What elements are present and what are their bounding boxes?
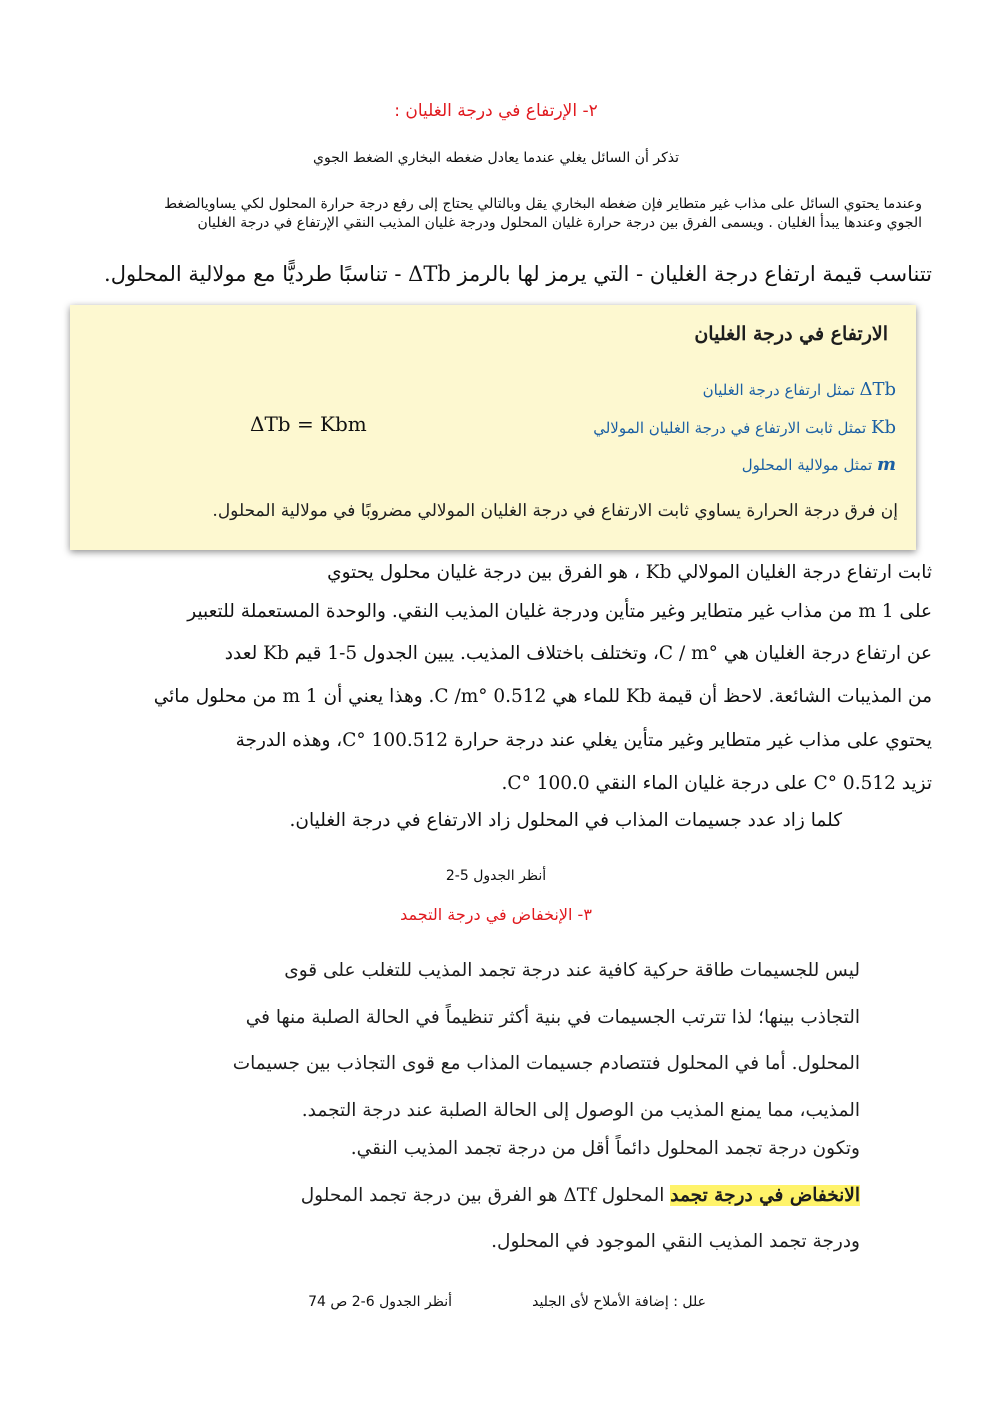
fp-line-5: وتكون درجة تجمد المحلول دائماً أقل من درجة تجمد المذيب النقي.	[350, 1138, 860, 1159]
molality-symbol: m	[876, 454, 896, 475]
box-title: الارتفاع في درجة الغليان	[694, 323, 888, 345]
molality-text: تمثل مولالية المحلول	[741, 456, 873, 474]
footer-reason: علل : إضافة الأملاح لأى الجليد	[532, 1294, 706, 1310]
definition-delta-tb	[703, 379, 896, 400]
kb-symbol: Kb	[871, 417, 896, 438]
recall-sentence: تذكر أن السائل يغلي عندما يعادل ضغطه البخاري الضغط الجوي	[313, 150, 679, 166]
intro-paragraph	[70, 195, 922, 233]
freezing-point-depression-term: الانخفاض في درجة تجمد	[670, 1185, 860, 1206]
delta-tb-symbol: ΔTb	[859, 379, 896, 400]
intro-line-1: وعندما يحتوي السائل على مذاب غير متطاير فإن ضغطه البخاري يقل وبالتالي يحتاج إلى رفع درجة حرارة المحلول لكي يساويالضغط	[164, 196, 922, 212]
freezing-point-excerpt	[125, 952, 870, 1272]
proportionality-statement: تتناسب قيمة ارتفاع درجة الغليان - التي يرمز لها بالرمز ΔTb - تناسبًا طرديًّا مع مولالية المحلول.	[104, 262, 932, 286]
fp-line-1: ليس للجسيمات طاقة حركية كافية عند درجة تجمد المذيب للتغلب على قوى	[284, 960, 860, 981]
delta-tb-text: تمثل ارتفاع درجة الغليان	[702, 381, 855, 399]
kb-line-5: يحتوي على مذاب غير متطاير وغير متأين يغلي عند درجة حرارة 100.512 °C، وهذه الدرجة	[235, 730, 932, 751]
box-note: إن فرق درجة الحرارة يساوي ثابت الارتفاع في درجة الغليان المولالي مضروبًا في مولالية المحلول.	[212, 501, 898, 521]
kb-line-6: تزيد 0.512 °C على درجة غليان الماء النقي 100.0 °C.	[501, 773, 932, 794]
kb-line-4: من المذيبات الشائعة. لاحظ أن قيمة Kb للماء هي 0.512 °C /m. وهذا يعني أن 1 m من محلول مائي	[153, 686, 932, 707]
section-3-title: ٣- الإنخفاض في درجة التجمد	[400, 905, 592, 924]
kb-line-7: كلما زاد عدد جسيمات المذاب في المحلول زاد الارتفاع في درجة الغليان.	[289, 810, 842, 831]
boiling-point-formula: ΔTb = Kbm	[250, 412, 367, 436]
footer-table-ref: أنظر الجدول 6-2 ص 74	[308, 1294, 452, 1310]
fp-line-3: المحلول. أما في المحلول فتتصادم جسيمات المذاب مع قوى التجاذب بين جسيمات	[232, 1053, 860, 1074]
kb-text: تمثل ثابت الارتفاع في درجة الغليان المولالي	[593, 419, 867, 437]
kb-line-1: ثابت ارتفاع درجة الغليان المولالي Kb ، هو الفرق بين درجة غليان محلول يحتوي	[327, 562, 932, 583]
fp-line-2: التجاذب بينها؛ لذا تترتب الجسيمات في بنية أكثر تنظيماً في الحالة الصلبة منها في	[245, 1007, 860, 1028]
fp-line-6-rest: المحلول ΔTf هو الفرق بين درجة تجمد المحلول	[300, 1185, 665, 1206]
kb-paragraph	[66, 562, 932, 842]
fp-line-7: ودرجة تجمد المذيب النقي الموجود في المحلول.	[491, 1231, 860, 1252]
definition-kb	[593, 417, 896, 438]
definition-box	[70, 305, 916, 550]
see-table-5-2: أنظر الجدول 5-2	[445, 868, 547, 884]
intro-line-2: الجوي وعندها يبدأ الغليان . ويسمى الفرق بين درجة حرارة غليان المحلول ودرجة غليان المذيب النقي الإرتفاع في درجة الغليان	[197, 215, 922, 231]
fp-line-6	[301, 1185, 860, 1206]
kb-line-3: عن ارتفاع درجة الغليان هي °C / m، وتختلف باختلاف المذيب. يبين الجدول 5-1 قيم Kb لعدد	[224, 643, 932, 664]
section-2-title: ٢- الإرتفاع في درجة الغليان :	[394, 101, 598, 121]
kb-line-2: على 1 m من مذاب غير متطاير وغير متأين ودرجة غليان المذيب النقي. والوحدة المستعملة للتعبير	[187, 601, 932, 622]
definition-molality	[742, 454, 896, 475]
fp-line-4: المذيب، مما يمنع المذيب من الوصول إلى الحالة الصلبة عند درجة التجمد.	[301, 1100, 860, 1121]
